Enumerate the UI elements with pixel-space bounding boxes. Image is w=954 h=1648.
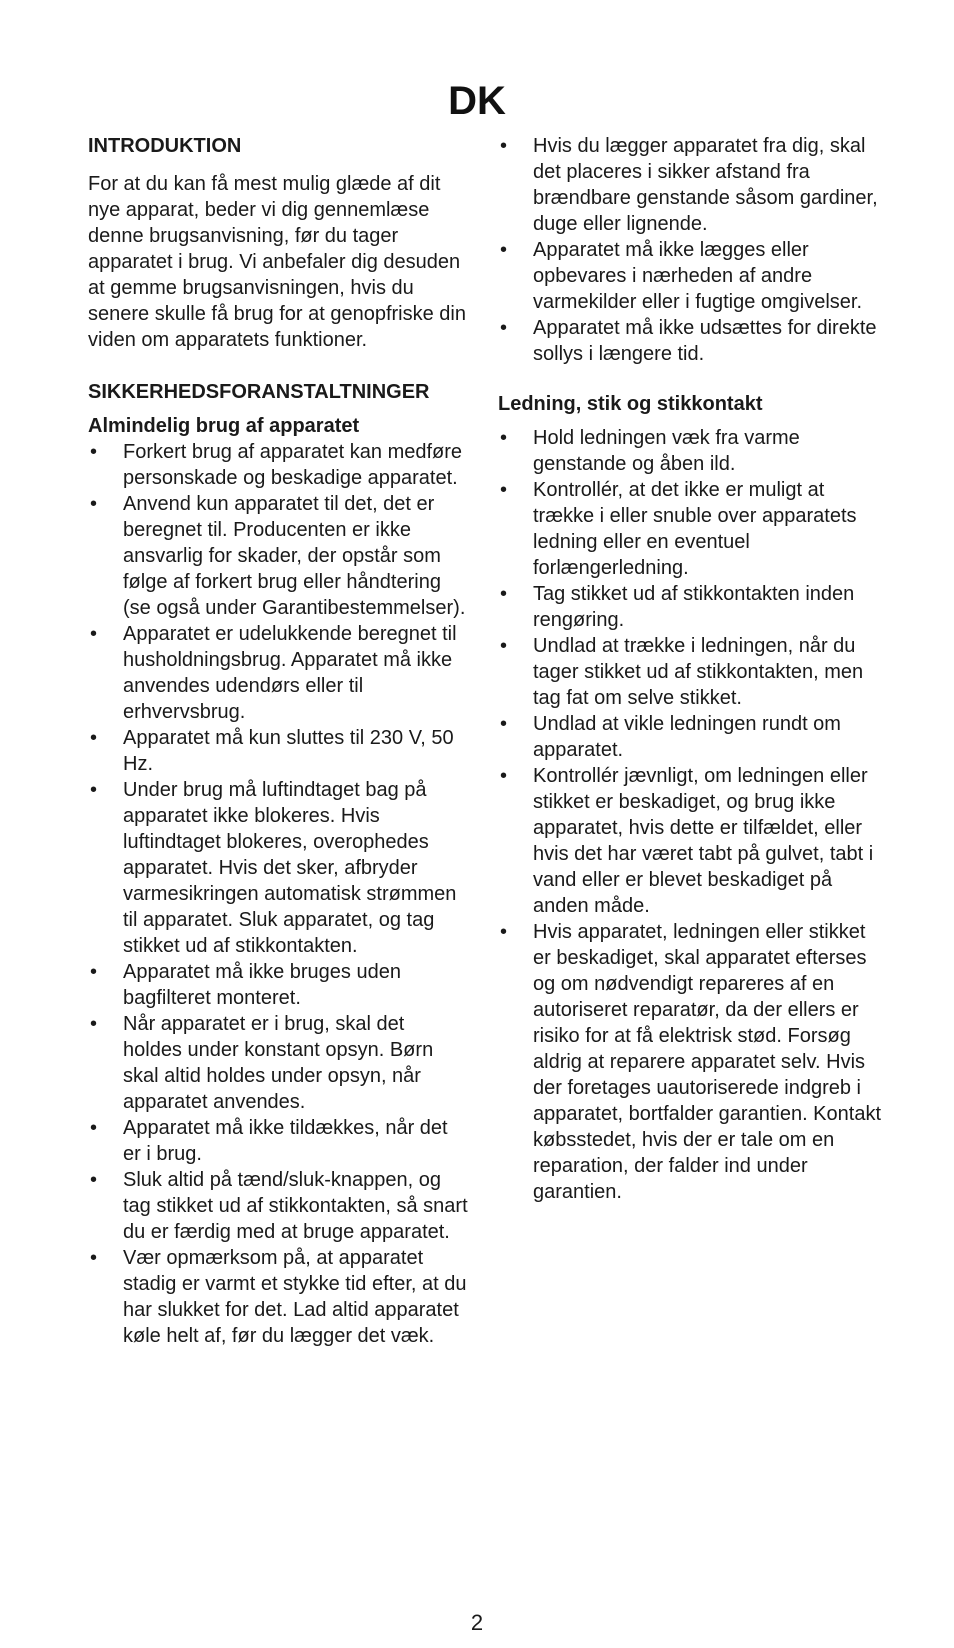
list-item: • Tag stikket ud af stikkontakten inden rengøring. bbox=[498, 581, 883, 633]
page-number: 2 bbox=[470, 1610, 484, 1635]
list-item: • Kontrollér jævnligt, om ledningen eller stikket er beskadiget, og brug ikke apparatet, hvis dette er tilfældet, eller hvis det har været tabt på gulvet, tabt i vand eller er blevet beskadiget på anden måde. bbox=[498, 763, 883, 919]
cord-subheading: Ledning, stik og stikkontakt bbox=[498, 393, 763, 415]
list-item: • Hold ledningen væk fra varme genstande og åben ild. bbox=[498, 425, 883, 477]
list-item: • Apparatet må ikke tildækkes, når det er i brug. bbox=[88, 1115, 468, 1167]
intro-paragraph: For at du kan få mest mulig glæde af dit nye apparat, beder vi dig gennemlæse denne brugsanvisning, før du tager apparatet i brug. Vi anbefaler dig desuden at gemme brugsanvisningen, hvis du senere skulle få brug for at genopfriske din viden om apparatets funktioner. bbox=[88, 173, 466, 351]
safety-heading: SIKKERHEDSFORANSTALTNINGER bbox=[88, 381, 430, 403]
list-item: • Under brug må luftindtaget bag på apparatet ikke blokeres. Hvis luftindtaget blokeres, overophedes apparatet. Hvis det sker, afbryder varmesikringen automatisk strømmen til apparatet. Sluk apparatet, og tag stikket ud af stikkontakten. bbox=[88, 777, 468, 959]
list-item: • Anvend kun apparatet til det, det er beregnet til. Producenten er ikke ansvarlig for skader, der opstår som følge af forkert brug eller håndtering (se også under Garantibestemmelser). bbox=[88, 491, 468, 621]
list-item: • Forkert brug af apparatet kan medføre personskade og beskadige apparatet. bbox=[88, 439, 468, 491]
general-use-list bbox=[88, 439, 468, 1349]
list-item: • Hvis apparatet, ledningen eller stikket er beskadiget, skal apparatet efterses og om nødvendigt repareres af en autoriseret reparatør, da der ellers er risiko for at få elektrisk stød. Forsøg aldrig at reparere apparatet selv. Hvis der foretages uautoriserede indgreb i apparatet, bortfalder garantien. Kontakt købsstedet, hvis der er tale om en reparation, der falder ind under garantien. bbox=[498, 919, 883, 1205]
list-item: • Sluk altid på tænd/sluk-knappen, og tag stikket ud af stikkontakten, så snart du er færdig med at bruge apparatet. bbox=[88, 1167, 468, 1245]
list-item: • Undlad at trække i ledningen, når du tager stikket ud af stikkontakten, men tag fat om selve stikket. bbox=[498, 633, 883, 711]
list-item: • Hvis du lægger apparatet fra dig, skal det placeres i sikker afstand fra brændbare genstande såsom gardiner, duge eller lignende. bbox=[498, 133, 883, 237]
left-column bbox=[88, 133, 468, 1349]
page-language-code: DK bbox=[448, 79, 506, 123]
list-item: • Undlad at vikle ledningen rundt om apparatet. bbox=[498, 711, 883, 763]
general-use-subheading: Almindelig brug af apparatet bbox=[88, 415, 360, 437]
list-item: • Når apparatet er i brug, skal det holdes under konstant opsyn. Børn skal altid holdes under opsyn, når apparatet anvendes. bbox=[88, 1011, 468, 1115]
list-item: • Vær opmærksom på, at apparatet stadig er varmt et stykke tid efter, at du har slukket for det. Lad altid apparatet køle helt af, før du lægger det væk. bbox=[88, 1245, 468, 1349]
list-item: • Kontrollér, at det ikke er muligt at trække i eller snuble over apparatets ledning eller en eventuel forlængerledning. bbox=[498, 477, 883, 581]
intro-heading: INTRODUKTION bbox=[88, 135, 242, 157]
list-item: • Apparatet er udelukkende beregnet til husholdningsbrug. Apparatet må ikke anvendes udendørs eller til erhvervsbrug. bbox=[88, 621, 468, 725]
general-use-list-continued bbox=[498, 133, 883, 367]
list-item: • Apparatet må kun sluttes til 230 V, 50 Hz. bbox=[88, 725, 468, 777]
list-item: • Apparatet må ikke udsættes for direkte sollys i længere tid. bbox=[498, 315, 883, 367]
list-item: • Apparatet må ikke lægges eller opbevares i nærheden af andre varmekilder eller i fugtige omgivelser. bbox=[498, 237, 883, 315]
list-item: • Apparatet må ikke bruges uden bagfilteret monteret. bbox=[88, 959, 468, 1011]
right-column bbox=[498, 133, 883, 1205]
cord-list bbox=[498, 425, 883, 1205]
